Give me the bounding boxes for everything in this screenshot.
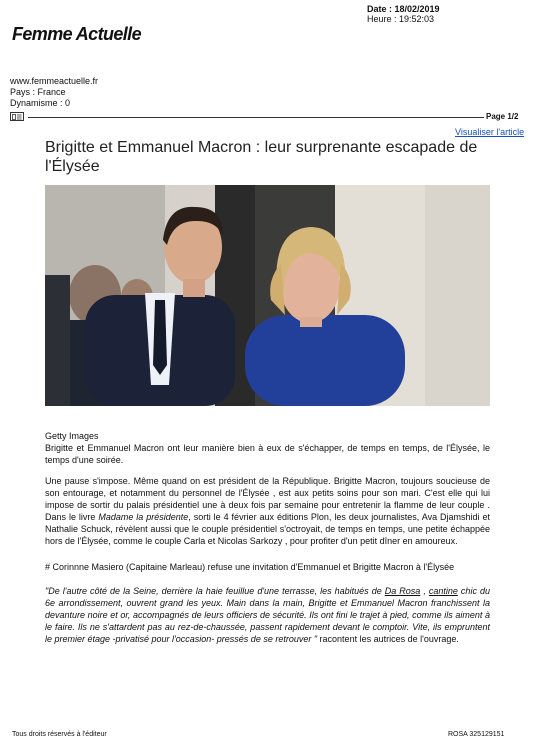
rights-notice: Tous droits réservés à l'éditeur bbox=[12, 731, 107, 738]
article-lead: Brigitte et Emmanuel Macron ont leur manière bien à eux de s'échapper, de temps en temps, de l'Élysée, le temps d'une soirée. bbox=[45, 443, 490, 465]
publication-logo: Femme Actuelle bbox=[12, 24, 141, 44]
header-divider bbox=[28, 117, 484, 118]
related-article-link[interactable]: # Corinnne Masiero (Capitaine Marleau) refuse une invitation d'Emmanuel et Brigitte Macron à l'Élysée bbox=[45, 562, 455, 572]
article-paragraph-1 bbox=[45, 475, 490, 547]
page-number: Page 1/2 bbox=[486, 112, 519, 121]
restaurant-link[interactable]: Da Rosa bbox=[384, 586, 421, 596]
paragraph-1-text-a: Une pause s'impose. Même quand on est président de la République. Brigitte Macron, toujours soucieuse de son entourage, et notamment du personnel de l'Élysée , est aux petits soins pour son mari. C'est elle qui lui impose de sortir du palais présidentiel une à deux fois par semaine pour entretenir la flamme de leur couple . Dans le livre bbox=[45, 476, 490, 522]
cantine-link[interactable]: cantine bbox=[428, 586, 458, 596]
document-icon bbox=[10, 112, 24, 121]
date-label: Date : 18/02/2019 bbox=[367, 4, 440, 14]
view-article-link[interactable]: Visualiser l'article bbox=[455, 127, 525, 137]
dynamism-label: Dynamisme : 0 bbox=[10, 98, 71, 108]
article-quote bbox=[45, 585, 490, 645]
quote-attribution: racontent les autrices de l'ouvrage. bbox=[317, 634, 459, 644]
article-title: Brigitte et Emmanuel Macron : leur surprenante escapade de l'Élysée bbox=[45, 139, 478, 175]
quote-text-b: , bbox=[420, 586, 429, 596]
book-title: Madame la présidente bbox=[98, 512, 189, 522]
quote-text-c: chic du 6e arrondissement, ouvrent grand les yeux. Main dans la main, Brigitte et Emmanuel Macron franchissent la devanture noire et or, accompagnés de leurs officiers de sécurité. Ils ont fini le trajet à pied, comme ils aiment à le faire. Ils ne s'attardent pas au rez-de-chaussée, passent rapidement devant le comptoir. Vite, ils empruntent le premier étage -privatisé pour l'occasion- pressés de se retrouver " bbox=[45, 586, 490, 644]
time-label: Heure : 19:52:03 bbox=[367, 14, 435, 24]
paragraph-1-text-b: , sorti le 4 février aux éditions Plon, les deux journalistes, Ava Djamshidi et Nathalie Schuck, révèlent aussi que le couple présidentiel s'octroyait, de temps en temps, une petite échappée hors de l'Élysée, comme le couple Carla et Nicolas Sarkozy , pour profiter d'un petit dîner en amoureux. bbox=[45, 512, 490, 546]
source-url: www.femmeactuelle.fr bbox=[10, 76, 99, 86]
quote-text-a: "De l'autre côté de la Seine, derrière la haie feuillue d'une terrasse, les habitués de bbox=[45, 586, 385, 596]
document-reference: ROSA 325129151 bbox=[448, 731, 505, 738]
photo-credit: Getty Images bbox=[45, 431, 99, 441]
article-photo bbox=[45, 185, 490, 406]
country-label: Pays : France bbox=[10, 87, 66, 97]
